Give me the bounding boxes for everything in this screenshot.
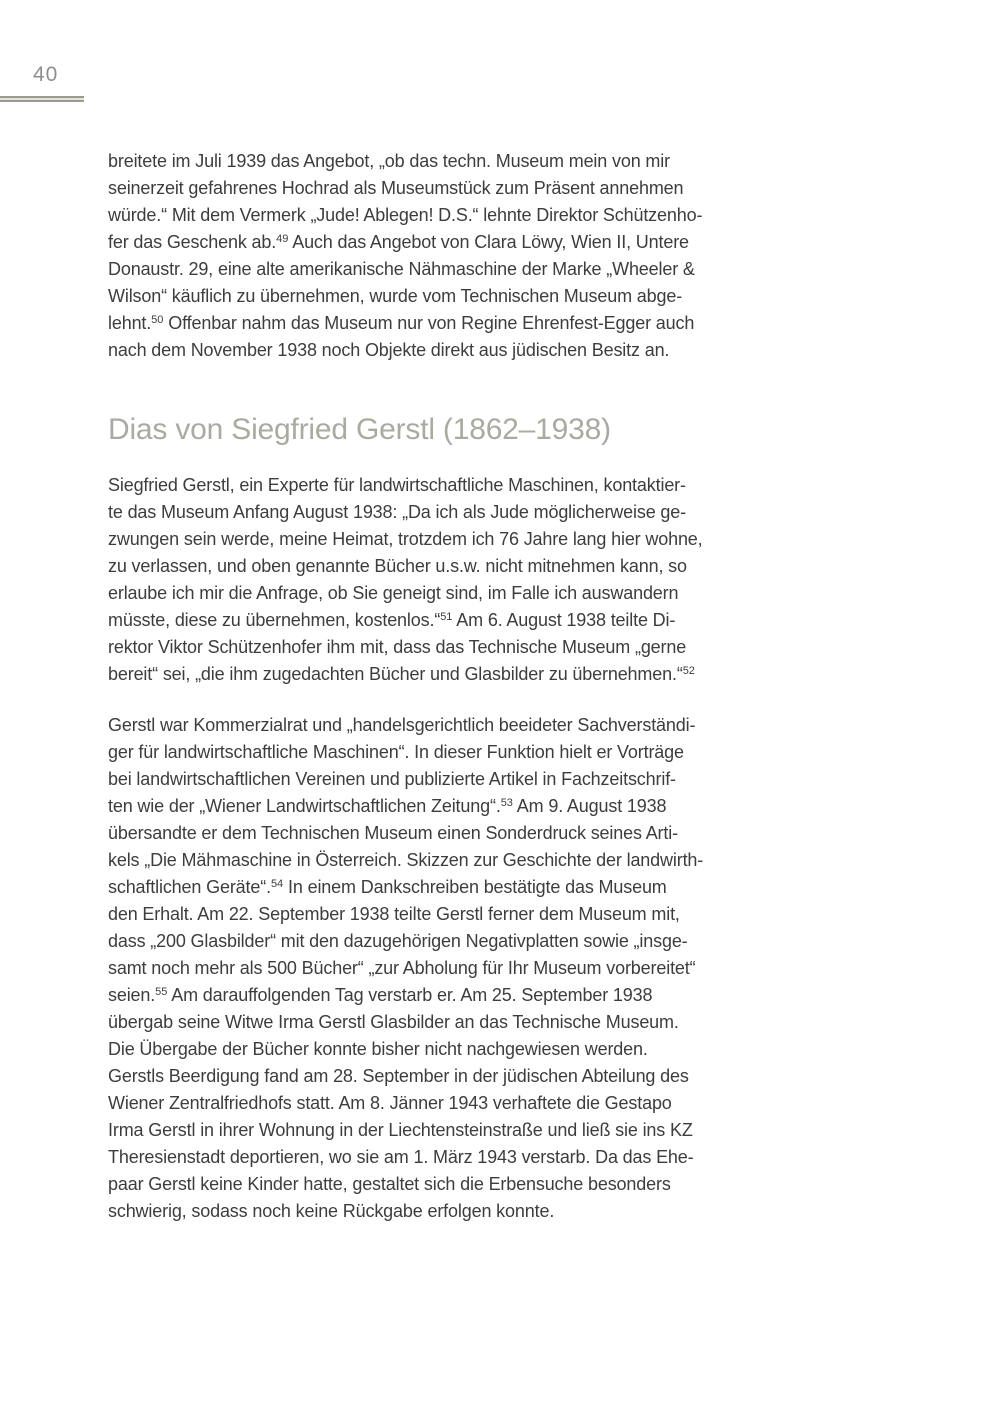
text-line: Donaustr. 29, eine alte amerikanische Nähmaschine der Marke „Wheeler & [108,259,695,279]
page-number: 40 [33,63,59,86]
text-line: würde.“ Mit dem Vermerk „Jude! Ablegen! D.S.“ lehnte Direktor Schützenho- [108,205,703,225]
text-line: Gerstl war Kommerzialrat und „handelsgerichtlich beeideter Sachverständi- [108,715,696,735]
text-line: schaftlichen Geräte“.$^{54}$ In einem Dankschreiben bestätigte das Museum [108,877,667,897]
text-line: fer das Geschenk ab.$^{49}$ Auch das Angebot von Clara Löwy, Wien II, Untere [108,232,689,252]
paragraph-gerstl-biography [108,712,808,1225]
footnote-marker: 54 [270,878,284,890]
footnote-marker: 52 [682,665,695,677]
text-line: breitete im Juli 1939 das Angebot, „ob das techn. Museum mein von mir [108,151,670,171]
text-line: nach dem November 1938 noch Objekte direkt aus jüdischen Besitz an. [108,340,670,360]
text-line: erlaube ich mir die Anfrage, ob Sie geneigt sind, im Falle ich auswandern [108,583,679,603]
text-line: Wiener Zentralfriedhofs statt. Am 8. Jänner 1943 verhaftete die Gestapo [108,1093,672,1113]
text-line: paar Gerstl keine Kinder hatte, gestaltet sich die Erbensuche besonders [108,1174,671,1194]
text-line: te das Museum Anfang August 1938: „Da ich als Jude möglicherweise ge- [108,502,686,522]
page-content [108,148,808,1225]
text-line: rektor Viktor Schützenhofer ihm mit, dass das Technische Museum „gerne [108,637,687,657]
text-line: Siegfried Gerstl, ein Experte für landwirtschaftliche Maschinen, kontaktier- [108,475,686,495]
footnote-marker: 50 [151,314,164,326]
text-line: bereit“ sei, „die ihm zugedachten Bücher und Glasbilder zu übernehmen.“$^{52}$ [108,664,695,684]
text-line: übergab seine Witwe Irma Gerstl Glasbilder an das Technische Museum. [108,1012,679,1032]
footnote-marker: 55 [155,986,168,998]
text-line: Wilson“ käuflich zu übernehmen, wurde vom Technischen Museum abge- [108,286,683,306]
paragraph-continuation [108,148,808,364]
text-line: kels „Die Mähmaschine in Österreich. Skizzen zur Geschichte der landwirth- [108,850,704,870]
text-line: dass „200 Glasbilder“ mit den dazugehörigen Negativplatten sowie „insge- [108,931,688,951]
text-line: ten wie der „Wiener Landwirtschaftlichen Zeitung“.$^{53}$ Am 9. August 1938 [108,796,667,816]
text-line: bei landwirtschaftlichen Vereinen und publizierte Artikel in Fachzeitschrif- [108,769,676,789]
text-line: schwierig, sodass noch keine Rückgabe erfolgen konnte. [108,1201,555,1221]
text-line: den Erhalt. Am 22. September 1938 teilte Gerstl ferner dem Museum mit, [108,904,680,924]
text-line: Irma Gerstl in ihrer Wohnung in der Liechtensteinstraße und ließ sie ins KZ [108,1120,693,1140]
text-line: Theresienstadt deportieren, wo sie am 1. März 1943 verstarb. Da das Ehe- [108,1147,694,1167]
footnote-marker: 49 [276,233,289,245]
section-heading: Dias von Siegfried Gerstl (1862–1938) [108,413,611,446]
text-line: seinerzeit gefahrenes Hochrad als Museumstück zum Präsent annehmen [108,178,684,198]
text-line: zu verlassen, und oben genannte Bücher u.s.w. nicht mitnehmen kann, so [108,556,687,576]
text-line: zwungen sein werde, meine Heimat, trotzdem ich 76 Jahre lang hier wohne, [108,529,703,549]
text-line: Die Übergabe der Bücher konnte bisher nicht nachgewiesen werden. [108,1039,648,1059]
text-line: samt noch mehr als 500 Bücher“ „zur Abholung für Ihr Museum vorbereitet“ [108,958,696,978]
text-line: Gerstls Beerdigung fand am 28. September in der jüdischen Abteilung des [108,1066,689,1086]
page-header-rule [0,96,84,102]
text-line: übersandte er dem Technischen Museum einen Sonderdruck seines Arti- [108,823,678,843]
text-line: lehnt.$^{50}$ Offenbar nahm das Museum nur von Regine Ehrenfest-Egger auch [108,313,695,333]
text-line: ger für landwirtschaftliche Maschinen“. In dieser Funktion hielt er Vorträge [108,742,684,762]
text-line: müsste, diese zu übernehmen, kostenlos.“$^{51}$ Am 6. August 1938 teilte Di- [108,610,676,630]
footnote-marker: 53 [500,797,513,809]
footnote-marker: 51 [440,611,453,623]
paragraph-gerstl-offer [108,472,808,688]
text-line: seien.$^{55}$ Am darauffolgenden Tag verstarb er. Am 25. September 1938 [108,985,653,1005]
